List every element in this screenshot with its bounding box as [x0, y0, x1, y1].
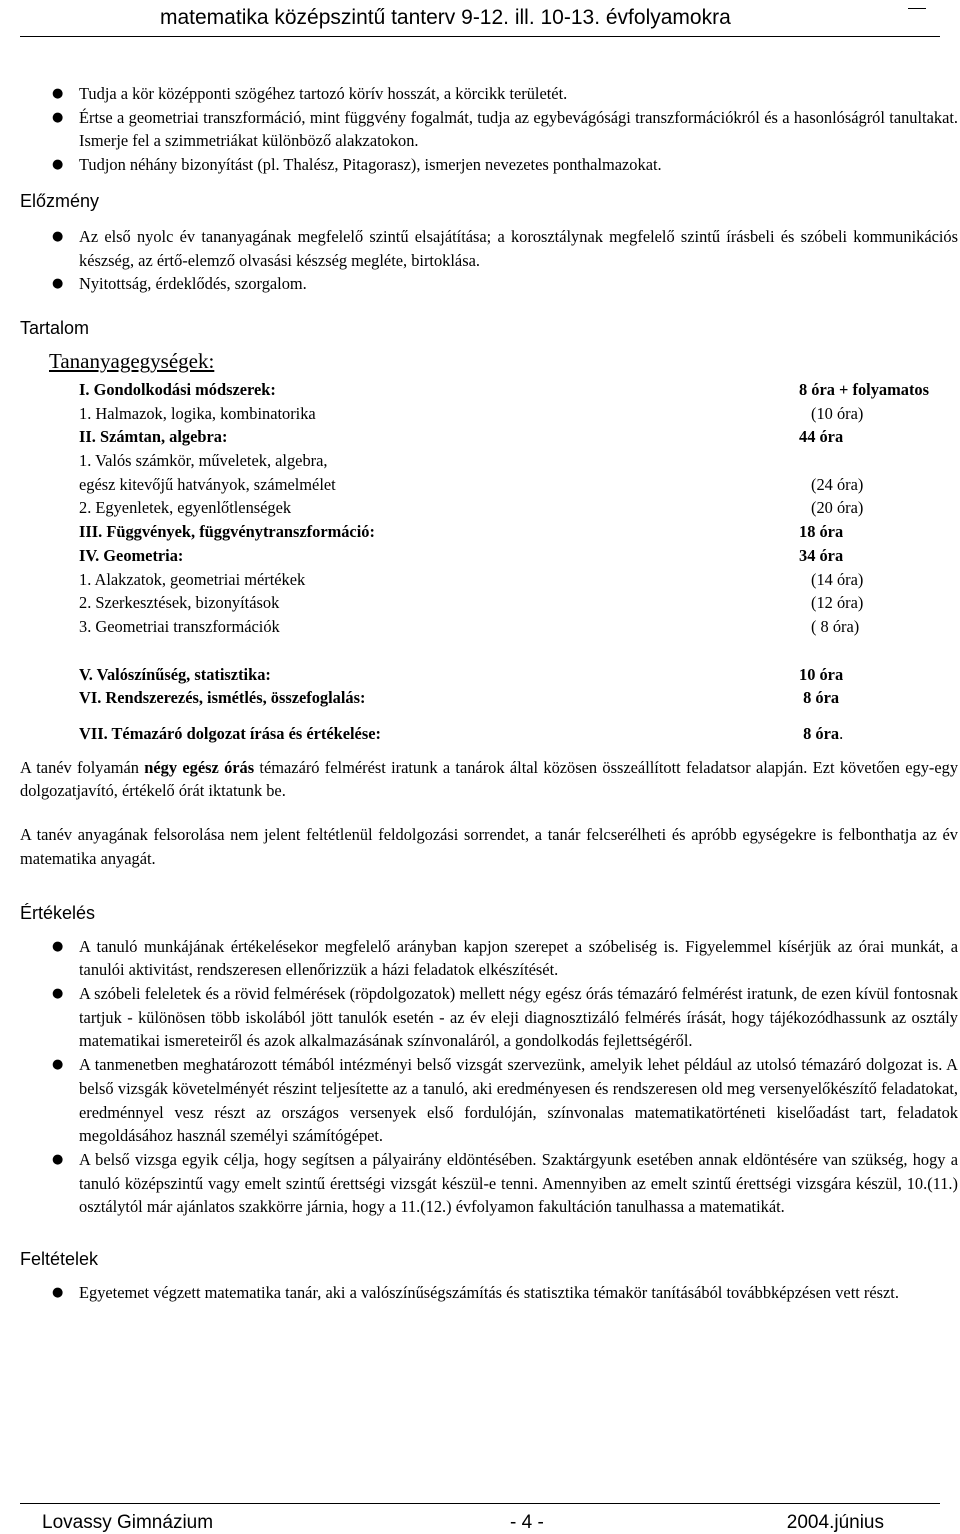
bullet-icon: ● — [52, 1285, 64, 1301]
unit-hours: (12 óra) — [811, 593, 864, 613]
table-row — [79, 615, 929, 639]
bullet-icon: ● — [52, 276, 64, 292]
table-row — [79, 568, 929, 592]
unit-label: 2. Szerkesztések, bizonyítások — [79, 593, 280, 613]
bullet-icon: ● — [52, 86, 64, 101]
list-item: ● Tudja a kör középponti szögéhez tartozó körív hosszát, a körcikk területét. — [20, 82, 958, 106]
table-row — [79, 710, 929, 746]
table-spacer-row — [79, 639, 929, 663]
elozmeny-bullet-list — [20, 225, 958, 296]
bullet-icon: ● — [52, 228, 64, 244]
section-heading-tartalom: Tartalom — [20, 317, 90, 338]
section-heading-feltetelek: Feltételek — [20, 1249, 99, 1270]
table-row — [79, 425, 929, 449]
table-row — [79, 544, 929, 568]
unit-label: VII. Témazáró dolgozat írása és értékelése: — [79, 724, 381, 744]
unit-label: 1. Alakzatok, geometriai mértékek — [79, 569, 306, 589]
bullet-icon: ● — [52, 1057, 64, 1073]
list-item: ● Az első nyolc év tananyagának megfelelő szintű elsajátítása; a korosztálynak megfelelő szintű írásbeli és szóbeli kommunikációs készség, az értő-elemző olvasási készség megléte, birtoklása. — [52, 226, 958, 270]
unit-label: I. Gondolkodási módszerek: — [79, 379, 276, 399]
unit-hours: 34 óra — [799, 545, 844, 565]
unit-hours: (14 óra) — [811, 569, 864, 589]
unit-hours: ( 8 óra) — [811, 616, 860, 636]
list-item: ● Nyitottság, érdeklődés, szorgalom. — [20, 272, 958, 296]
table-row — [79, 663, 929, 687]
table-row — [79, 449, 929, 473]
unit-label: IV. Geometria: — [79, 545, 184, 565]
footer-school: Lovassy Gimnázium — [42, 1512, 214, 1533]
unit-hours: (20 óra) — [811, 498, 864, 518]
intro-bullet-list — [20, 82, 958, 177]
page-footer — [20, 1503, 940, 1534]
list-item: ● Egyetemet végzett matematika tanár, aki a valószínűségszámítás és statisztika témakör tanításából továbbképzésen vett részt. — [20, 1281, 958, 1305]
subheading-tananyagegysegek: Tananyagegységek: — [49, 348, 215, 373]
header-dash — [908, 8, 926, 9]
unit-label: 1. Halmazok, logika, kombinatorika — [79, 403, 316, 423]
bullet-icon: ● — [52, 938, 64, 954]
table-row — [79, 686, 929, 710]
bullet-icon: ● — [52, 985, 64, 1001]
table-row — [79, 473, 929, 497]
unit-label: III. Függvények, függvénytranszformáció: — [79, 522, 375, 542]
unit-hours: 18 óra — [799, 522, 844, 542]
paragraph-temazaro: A tanév folyamán négy egész órás témazáró felmérést iratunk a tanárok által közösen összeállított feladatsor alapján. Ezt követően egy-egy dolgozatjavító, értékelő órát iktatunk be. — [20, 757, 959, 801]
ertekeles-bullet-list — [20, 935, 958, 1219]
table-row — [79, 496, 929, 520]
list-item: ● A tanuló munkájának értékelésekor megfelelő arányban kapjon szerepet a szóbeliség is. Figyelemmel kísérjük az órai munkát, a tanulói aktivitást, rendszeresen ellenőrizzük a házi feladatok elkészítését. — [52, 936, 958, 980]
unit-hours: 8 óra + folyamatos — [799, 379, 929, 399]
table-row — [79, 378, 929, 402]
unit-hours: (10 óra) — [811, 403, 864, 423]
bullet-icon: ● — [52, 1151, 64, 1167]
unit-label: II. Számtan, algebra: — [79, 427, 228, 447]
unit-hours: (24 óra) — [811, 474, 864, 494]
page-content — [20, 82, 958, 1305]
section-heading-elozmeny: Előzmény — [20, 190, 100, 211]
feltetelek-bullet-list — [20, 1281, 958, 1305]
list-item: ● A szóbeli feleletek és a rövid felmérések (röpdolgozatok) mellett négy egész órás témazáró felmérést iratunk, de ezen kívül fontosnak tartjuk - különösen több iskolából jött tanulók esetén - az év eleji diagnosztizáló felmérés írását, hogy tájékozódhassunk az osztály matematikai ismereteiről és azok alkalmazásának színvonaláról, a gondolkodás fejlettségéről. — [52, 983, 958, 1051]
list-item: ● Értse a geometriai transzformáció, mint függvény fogalmát, tudja az egybevágósági transzformációkról és a hasonlóságról tanultakat. Ismerje fel a szimmetriákat különböző alakzatokon. — [52, 107, 958, 151]
paragraph-sorrend: A tanév anyagának felsorolása nem jelent feltétlenül feldolgozási sorrendet, a tanár felcserélheti és apróbb egységekre is felbonthatja az év matematika anyagát. — [20, 825, 958, 868]
unit-label: VI. Rendszerezés, ismétlés, összefoglalás: — [79, 688, 366, 708]
list-item: ● Tudjon néhány bizonyítást (pl. Thalész, Pitagorasz), ismerjen nevezetes ponthalmazokat. — [20, 153, 958, 177]
list-item: ● A tanmenetben meghatározott témából intézményi belső vizsgát szervezünk, amelyik lehet például az utolsó témazáró dolgozat is. A belső vizsgák követelményét részint teljesítette az a tanuló, aki eredményesen és rendszeresen old meg versenyelőkészítő feladatokat, eredménnyel vesz részt az országos versenyek első fordulóján, színvonalas matematikatörténeti kiselőadást tart, feladatok megoldásához használ személyi számítógépet. — [52, 1055, 958, 1146]
unit-hours — [799, 449, 929, 473]
unit-hours: 10 óra — [799, 664, 844, 684]
section-heading-ertekeles: Értékelés — [20, 902, 96, 923]
unit-label: 1. Valós számkör, műveletek, algebra, — [79, 451, 328, 471]
footer-date: 2004.június — [786, 1512, 884, 1533]
unit-hours: 8 óra. — [799, 724, 844, 744]
bullet-icon: ● — [52, 109, 64, 125]
footer-page-number: - 4 - — [510, 1512, 544, 1533]
header-title: matematika középszintű tanterv 9-12. ill. 10-13. évfolyamokra — [160, 6, 731, 29]
page-header — [20, 2, 940, 37]
unit-hours: 8 óra — [799, 688, 840, 708]
table-row — [79, 520, 929, 544]
table-row — [79, 591, 929, 615]
table-row — [79, 402, 929, 426]
list-item: ● A belső vizsga egyik célja, hogy segítsen a pályairány eldöntésében. Szaktárgyunk esetében annak eldöntésére van szükség, hogy a tanuló középszintű vagy emelt szintű érettségi vizsgát készül-e tenni. Amennyiben az emelt szintű érettségi vizsgára készül, 10.(11.) osztálytól már ajánlatos szakkörre járnia, hogy a 11.(12.) évfolyamon fakultáción tanulhassa a matematikát. — [52, 1149, 958, 1217]
units-table — [79, 378, 929, 746]
unit-hours: 44 óra — [799, 427, 844, 447]
unit-label: 3. Geometriai transzformációk — [79, 616, 280, 636]
unit-label: 2. Egyenletek, egyenlőtlenségek — [79, 498, 292, 518]
unit-label: egész kitevőjű hatványok, számelmélet — [79, 474, 336, 494]
unit-label: V. Valószínűség, statisztika: — [79, 664, 271, 684]
bullet-icon: ● — [52, 157, 64, 173]
